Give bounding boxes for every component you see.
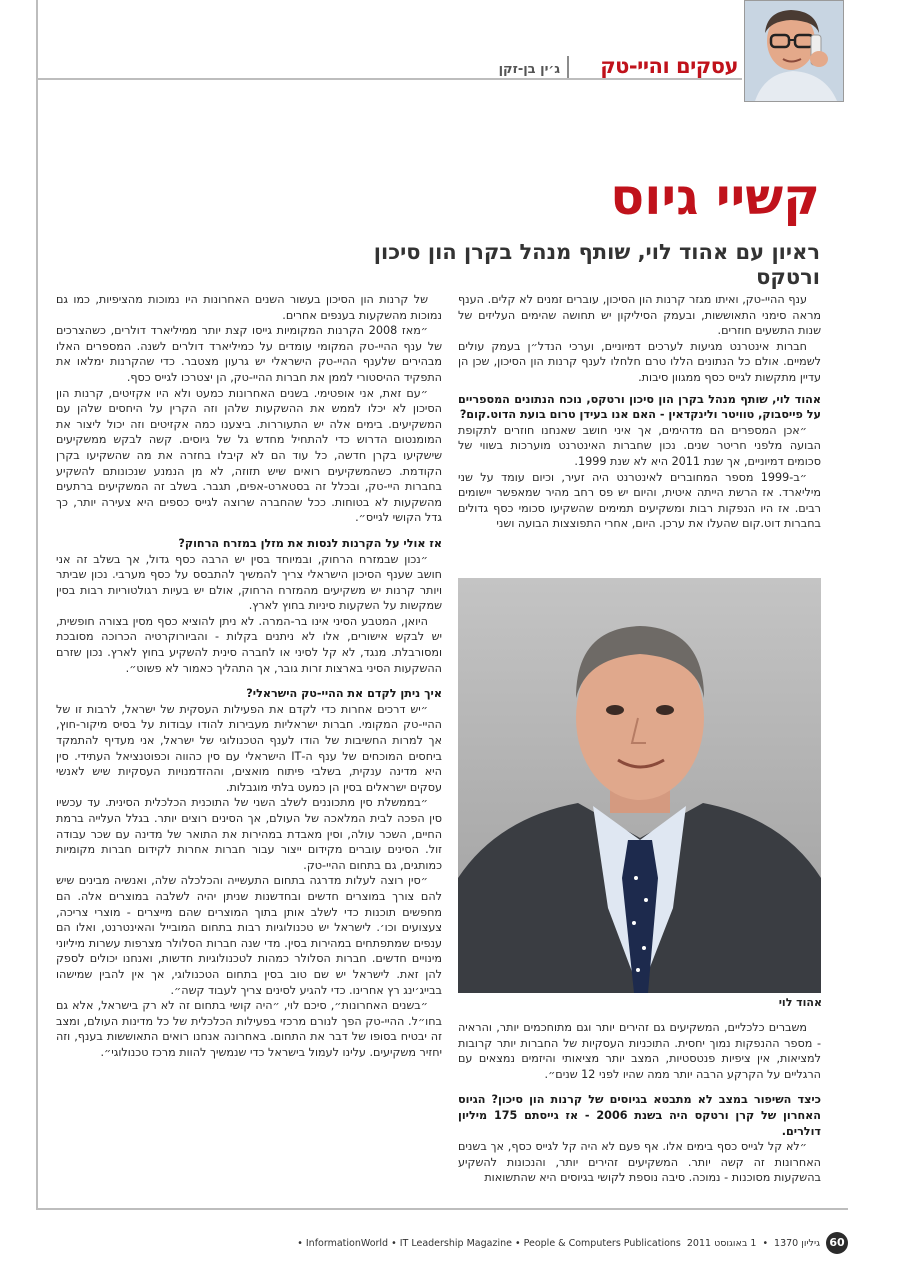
- paragraph: ״בשנים האחרונות״, סיכם לוי, ״היה קושי בתחום זה לא רק בישראל, אלא גם בחו״ל. ההיי-טק הפך לנורם מרכזי בפעילות הכלכלית של כל מדינות העולם, ומצב זה יבטיח בסופו של דבר את התחום. באחרונה אנחנו רואים התאוששות בענף, וזה יחזיר משקיעים. עלינו לעמול בישראל כדי שנמשיך להוות מרכז טכנולוגי״.: [56, 999, 442, 1059]
- publication-names: InformationWorld • IT Leadership Magazine • People & Computers Publications •: [297, 1237, 681, 1249]
- page-footer: [297, 1232, 848, 1254]
- interview-question: אהוד לוי, שותף מנהל בקרן הון סיכון ורטקס, נוכח הנתונים המספריים על פייסבוק, טוויטר ולינקדאין - האם אנו בעידן טרום בועת הדוט.קום?: [458, 392, 821, 422]
- column-title: עסקים והיי-טק: [600, 54, 738, 78]
- paragraph: חברות אינטרנט מגיעות לערכים דמיוניים, וערכי הנדל״ן בעמק עולים לשמיים. אולם כל הנתונים הללו טרם חלחלו לענף קרנות הון הסיכון, שכן הן עדיין מתקשות לגייס כסף ממגוון סיבות.: [458, 339, 821, 384]
- paragraph: היואן, המטבע הסיני אינו בר-המרה. לא ניתן להוציא כסף מסין בצורה חופשית, יש לבקש אישורים, אלו לא ניתנים בקלות - והביורוקרטיה הכרוכה מסובכת ומסורבלת. מנגד, לא קל לסיני או לחברה סינית להשקיע בחוץ לארץ. נכון שזרם ההשקעות הסיני בארצות זרות גובר, אך התהליך כאמור לא פשוט״.: [56, 614, 442, 675]
- interview-question: כיצד השיפור במצב לא מתבטא בגיוסים של קרנות הון סיכון? הגיוס האחרון של קרן ורטקס היה בשנת 2006 - אז גייסתם 175 מיליון דולרים.: [458, 1093, 821, 1138]
- paragraph: ״יש דרכים אחרות כדי לקדם את הפעילות העסקית של ישראל, לרבות זו של ההיי-טק המקומי. חברות ישראליות מעבירות להודו עבודות על בסיס מיקור-חוץ, אך למרות החשיבות של הודו לענף הטכנולוגי של ישראל, אני מעדיף להתמקד ביחסים המוכחים של ענף ה-IT הישראלי עם סין כהווה וכפוטנציאל העתידי. סין היא מדינה ענקית, בשלבי פיתוח מואצים, וההזדמנויות העסקיות שיש לאנשי עסקים ישראלים בסין הן כמעט בלתי מוגבלות.: [56, 702, 442, 794]
- frame-line: [36, 100, 38, 1210]
- paragraph: ״ב-1999 מספר המחוברים לאינטרנט היה זעיר, וכיום עומד על שני מיליארד. אז הרשת הייתה איטית, והיום יש פס רחב מהיר שמאפשר יישומים רבים. אז היו הנפקות רבות ומשקיעים תמימים שהשקיעו סכומי כסף גדולים בחברות דוט.קום שהעלו את ערכן. היום, אחרי התפוצצות הבועה ושני: [458, 470, 821, 531]
- paragraph: ״עם זאת, אני אופטימי. בשנים האחרונות כמעט ולא היו אקזיטים, קרנות הון הסיכון לא יכלו לממש את ההשקעות שלהן וזה הקרין על היחסים שלהן עם המשקיעים. בימים אלה יש התעוררות. ביצענו כמה אקזיטים וזה יכול ליצור את המומנטום הדרוש כדי להתחיל מחדש גל של גיוסים. קשה לבקש ממשקיעים שישקיעו בקרן חדשה, כל עוד הם לא קיבלו בחזרה את מה שהשקיעו בקרן הקודמת. כשהמשקיעים רואים שיש תזוזה, לא מן הנמנע שנכונותם להשקיע בחברות היי-טק, ובכלל זה בסטארט-אפים, תגבר. בשלב זה המשקיעים ברתעים מהשקעות לא בטוחות. ככל שהחברה שרוצה לגייס כספים היא צעירה יותר, כך גדל הקושי לגייס״.: [56, 386, 442, 525]
- paragraph: ״נכון שבמזרח הרחוק, ובמיוחד בסין יש הרבה כסף גדול, אך בשלב זה אני חושב שענף הסיכון הישראלי צריך להמשיך להתבסס על כסף מערבי. נכון שביתר ויותר קרנות יש משקיעים מהמזרח הרחוק, אולם יש בעיות רגולטוריות רבות בסין שמקשות על השקעות סיניות בחוץ לארץ.: [56, 552, 442, 613]
- paragraph: ענף ההיי-טק, ואיתו מגזר קרנות הון הסיכון, עוברים זמנים לא קלים. הענף מראה סימני התאוששות, ובעמק הסיליקון יש תחושה שהימים העליזים של שנות התשעים חוזרים.: [458, 293, 821, 338]
- article-column-right-bottom: [458, 1020, 821, 1188]
- author-byline: ג׳ין בן-זקן: [498, 62, 560, 77]
- columnist-photo: [744, 0, 844, 102]
- issue-date: 1 באוגוסט 2011: [686, 1237, 757, 1249]
- interview-question: אז אולי על הקרנות לנסות את מזלן במזרח הרחוק?: [178, 536, 442, 550]
- headline: קשיי גיוס: [610, 168, 820, 226]
- article-column-left: [56, 292, 442, 1192]
- photo-caption: אהוד לוי: [778, 996, 822, 1009]
- subheadline: ראיון עם אהוד לוי, שותף מנהל בקרן הון סיכון ורטקס: [373, 240, 820, 290]
- article-column-right-top: [458, 292, 821, 574]
- frame-line: [36, 0, 38, 100]
- header-rule: [36, 78, 742, 80]
- interview-question: איך ניתן לקדם את ההיי-טק הישראלי?: [246, 687, 442, 701]
- paragraph: ״מאז 2008 הקרנות המקומיות גייסו קצת יותר ממיליארד דולרים, כשהצרכים של ענף ההיי-טק המקומי עומדים על כמיליארד דולרים לשנה. המספרים האלו מבהירים שלענף ההיי-טק הישראלי יש גרעון מצטבר. כדי שהקרנות ימלאו את התפקיד ההיסטורי לממן את חברות ההיי-טק, הן יצטרכו לגייס כסף.: [56, 324, 442, 384]
- paragraph: משברים כלכליים, המשקיעים גם זהירים יותר וגם מתוחכמים יותר, והראיה - מספר ההנפקות נמוך יחסית. התוכניות העסקיות של החברות יותר קרובות למציאות, אין ציפיות פנטסטיות, המצב יותר מציאותי והיזמים נמצאים עם הרגליים על הקרקע הרבה יותר ממה שהיו לפני 12 שנים״.: [458, 1021, 821, 1081]
- header-separator: [567, 56, 569, 78]
- paragraph: ״בממשלת סין מתכוננים לשלב השני של התוכנית הכלכלית הסינית. עד עכשיו סין הפכה לבית המלאכה של העולם, אך הסינים רוצים יותר. בגלל העלייה ברמת החיים, השכר עולה, וסין מאבדת במהירות את התואר של מדינה עם שכר עבודה זול. הסינים עוברים מקידום ייצור עבור חברות אחרות לקידום חברות מקומיות כמותגים, גם בתחום ההיי-טק.: [56, 796, 442, 872]
- footer-dot: •: [762, 1237, 769, 1249]
- page-number: 60: [826, 1232, 848, 1254]
- paragraph: של קרנות הון הסיכון בעשור השנים האחרונות היו נמוכות מהציפיות, כמו גם נמוכות מהשקעות בענפים אחרים.: [56, 293, 442, 322]
- paragraph: ״סין רוצה לעלות מדרגה בתחום התעשייה והכלכלה שלה, ואנשיה מבינים שיש להם צורך במוצרים חדשים ובחדשנות שניתן יהיה לשלבה במוצרים אלה. הם מחפשים תוכנות כדי לשלב אותן בתוך המוצרים שהם מייצרים - מוצרי צריכה, צעצועים וכו׳. לישראל יש טכנולוגיות רבות בתחום המובייל והאינטרנט, ואלו הם ענפים שמתפתחים במהירות בסין. מדי שנה חברות הסלולר מצרפות עשרות מיליוני מינויים חדשים. חברות הסלולר כמהות לטכנולוגיות חדשות, ואנחנו יכולים לספק להן זאת. לישראל יש שם טוב בסין בתחום הטכנולוגי, אך אין להבין שמישהו בבייג׳ינג רץ אחרינו. כדי להגיע לסינים צריך לעבוד קשה״.: [56, 874, 442, 997]
- paragraph: ״לא קל לגייס כסף בימים אלו. אף פעם לא היה קל לגייס כסף, אך בשנים האחרונות זה קשה יותר. המשקיעים זהירים יותר, והנכונות להשקיע בהשקעות מסוכנות - נמוכה. סיבה נוספת לקושי בגיוסים היא שהתשואות: [458, 1140, 821, 1185]
- interviewee-photo: [458, 578, 821, 993]
- frame-line: [36, 1208, 848, 1210]
- paragraph: ״אכן המספרים הם מדהימים, אך איני חושב שאנחנו חוזרים לתקופת הבועה מלפני חריטר שנים. נכון שחברות האינטרנט מוערכות בשווי של סכומים דמיוניים, אך שנת 2011 היא לא שנת 1999.: [458, 423, 821, 468]
- issue-number: גיליון 1370: [774, 1237, 820, 1249]
